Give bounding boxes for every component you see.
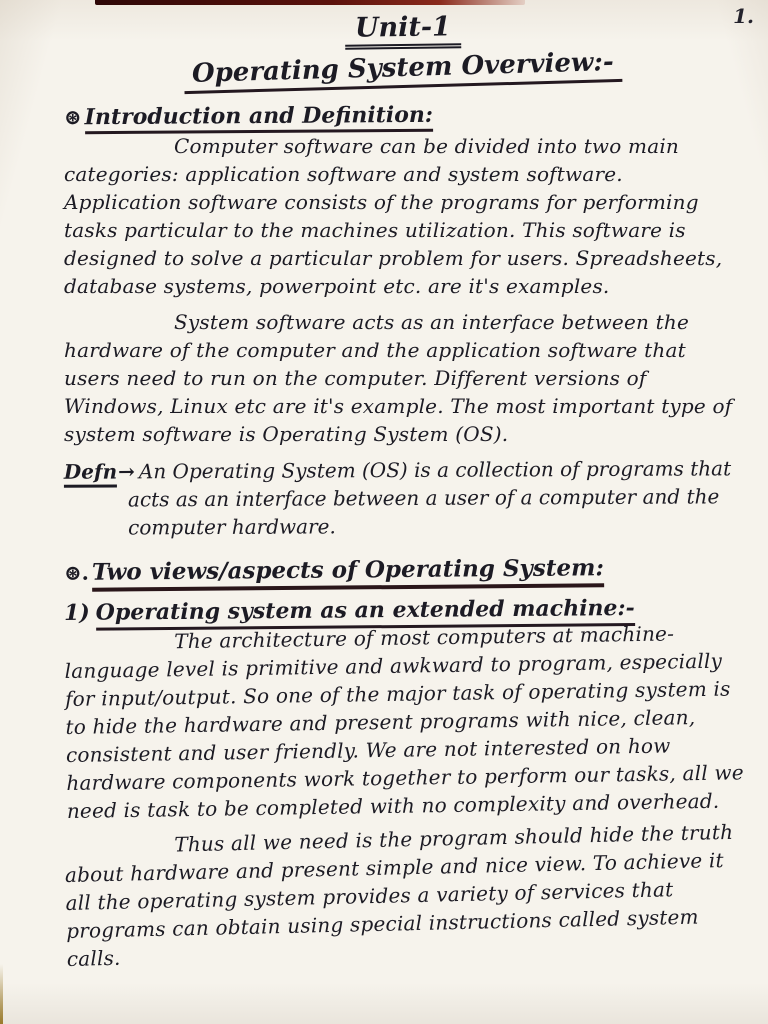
page-content [64,12,742,981]
arrow-right-icon: → [118,459,135,484]
intro-heading-text: Introduction and Definition: [85,102,434,134]
extended-machine-heading-text: Operating system as an extended machine:- [96,595,635,631]
circled-asterisk-icon: ⊛. [63,559,90,585]
page-number: 1. [733,4,754,28]
definition-label: Defn [64,459,117,487]
definition-block [64,454,742,542]
scan-artifact-top-band [95,0,525,5]
list-number: 1) [63,599,90,626]
definition-text: An Operating System (OS) is a collection of programs that acts as an interface between a user of a computer and the computer hardware. [127,456,732,540]
title-block [64,12,742,100]
intro-section-heading [64,100,742,131]
scan-artifact-left-edge [0,964,3,1024]
extended-machine-paragraph-2: Thus all we need is the program should hide the truth about hardware and present simple and nice view. To achieve it all the operating system provides a variety of services that programs can obtain using special instructions called system calls. [64,819,734,971]
intro-paragraph-2: System software acts as an interface between the hardware of the computer and the application software that users need to run on the computer. Different versions of Windows, Linux etc are it's example. The most important type of system software is Operating System (OS). [64,310,733,446]
intro-paragraph-1: Computer software can be divided into two main categories: application software and system software. Application software consists of the programs for performing tasks particular to the machines utilization. This software is designed to solve a particular problem for users. Spreadsheets, database systems, powerpoint etc. are it's examples. [64,134,723,298]
extended-machine-paragraph-1: The architecture of most computers at machine-language level is primitive and awkward to program, especially for input/output. So one of the major task of operating system is to hide the hardware and present programs with nice, clean, consistent and user friendly. We are not interested on how hardware components work together to perform our tasks, all we need is task to be completed with no complexity and overhead. [64,621,744,823]
views-section-heading [64,553,742,586]
views-heading-text: Two views/aspects of Operating System: [92,554,604,591]
circled-asterisk-icon: ⊛ [63,104,82,130]
page-title: Unit-1 [345,11,461,50]
page-subtitle: Operating System Overview:- [184,47,623,94]
